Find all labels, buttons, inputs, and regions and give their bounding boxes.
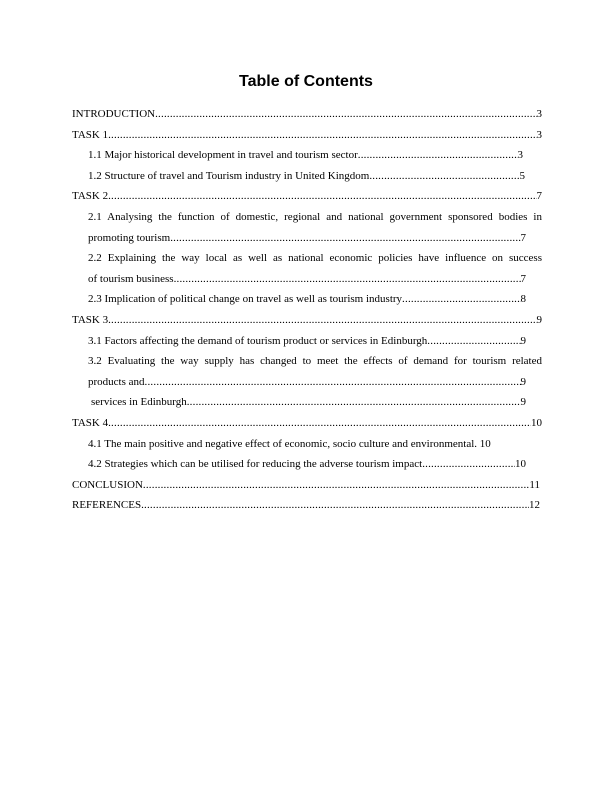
toc-entry-task-2[interactable]: [72, 186, 542, 207]
toc-entry-text: TASK 1: [72, 128, 109, 141]
toc-entry-page: 8: [520, 293, 526, 306]
toc-entry-text: products and: [88, 375, 145, 388]
toc-entry-page: 7: [520, 231, 526, 244]
dot-leader: [369, 166, 519, 187]
toc-entry-text: CONCLUSION: [72, 478, 143, 491]
toc-entry-page: 3: [536, 108, 542, 120]
dot-leader: [170, 228, 520, 249]
toc-entry-page: 11: [529, 478, 540, 491]
dot-leader: [141, 495, 529, 516]
toc-entry-page: 3: [517, 149, 523, 162]
toc-entry-text: TASK 4: [72, 416, 109, 429]
toc-entry-4-1[interactable]: [72, 434, 542, 455]
toc-entry-4-2[interactable]: [72, 454, 526, 475]
table-of-contents: [72, 104, 542, 516]
toc-entry-1-1[interactable]: [72, 145, 523, 166]
dot-leader: [402, 289, 520, 310]
dot-leader: [108, 310, 536, 331]
toc-entry-page: 5: [519, 169, 525, 182]
toc-entry-1-2[interactable]: [72, 166, 525, 187]
dot-leader: [145, 372, 521, 393]
toc-entry-text: 3.2 Evaluating the way supply has changed to meet the effects of demand for tourism related: [88, 355, 542, 368]
toc-entry-text: TASK 3: [72, 313, 109, 326]
toc-entry-page: 9: [520, 396, 526, 409]
toc-entry-text: 2.3 Implication of political change on travel as well as tourism industry: [88, 293, 403, 306]
toc-entry-3-1[interactable]: [72, 331, 526, 352]
dot-leader: [358, 145, 518, 166]
dot-leader: [187, 392, 521, 413]
toc-entry-page: 12: [529, 499, 540, 512]
toc-entry-page: 7: [536, 190, 542, 203]
toc-entry-references[interactable]: [72, 495, 540, 516]
toc-entry-page: 9: [536, 313, 542, 326]
dot-leader: [155, 104, 536, 125]
toc-entry-page: 9: [520, 375, 526, 388]
toc-entry-text: of tourism business: [88, 272, 174, 285]
toc-entry-task-4[interactable]: [72, 413, 542, 434]
toc-entry-2-1[interactable]: [72, 207, 542, 228]
toc-entry-2-2-cont[interactable]: [72, 269, 526, 290]
toc-entry-2-3[interactable]: [72, 289, 526, 310]
toc-entry-text: services in Edinburgh: [91, 396, 187, 409]
toc-entry-text: INTRODUCTION: [72, 108, 156, 120]
toc-entry-text: promoting tourism: [88, 231, 171, 244]
toc-entry-page: 10: [515, 458, 526, 471]
toc-entry-text: TASK 2: [72, 190, 109, 203]
toc-entry-text: REFERENCES: [72, 499, 142, 512]
toc-entry-conclusion[interactable]: [72, 475, 540, 496]
dot-leader: [427, 331, 520, 352]
toc-entry-page: 9: [520, 334, 526, 347]
toc-entry-text: 2.2 Explaining the way local as well as national economic policies have influence on success: [88, 252, 542, 265]
dot-leader: [108, 125, 536, 146]
toc-entry-text: 1.1 Major historical development in travel and tourism sector: [88, 149, 358, 162]
toc-entry-introduction[interactable]: [72, 104, 542, 125]
toc-entry-2-1-cont[interactable]: [72, 228, 526, 249]
dot-leader: [422, 454, 515, 475]
toc-entry-3-2-cont[interactable]: [72, 372, 526, 393]
dot-leader: [143, 475, 530, 496]
dot-leader: [108, 413, 531, 434]
toc-entry-text: 4.2 Strategies which can be utilised for reducing the adverse tourism impact: [88, 458, 423, 471]
toc-entry-text: 1.2 Structure of travel and Tourism industry in United Kingdom: [88, 169, 370, 182]
toc-entry-3-2-cont2[interactable]: [72, 392, 526, 413]
dot-leader: [108, 186, 536, 207]
toc-title: Table of Contents: [239, 73, 373, 90]
toc-entry-3-2[interactable]: [72, 351, 542, 372]
toc-entry-task-3[interactable]: [72, 310, 542, 331]
toc-entry-2-2[interactable]: [72, 248, 542, 269]
toc-entry-text: 3.1 Factors affecting the demand of tourism product or services in Edinburgh: [88, 334, 428, 347]
toc-entry-text: 2.1 Analysing the function of domestic, regional and national government sponsored bodies in: [88, 210, 542, 223]
dot-leader: [174, 269, 521, 290]
toc-entry-page: 10: [531, 416, 542, 429]
toc-entry-page: 7: [520, 272, 526, 285]
toc-entry-text: 4.1 The main positive and negative effect of economic, socio culture and environmental. 10: [88, 437, 491, 450]
toc-entry-task-1[interactable]: [72, 125, 542, 146]
toc-entry-page: 3: [536, 128, 542, 141]
